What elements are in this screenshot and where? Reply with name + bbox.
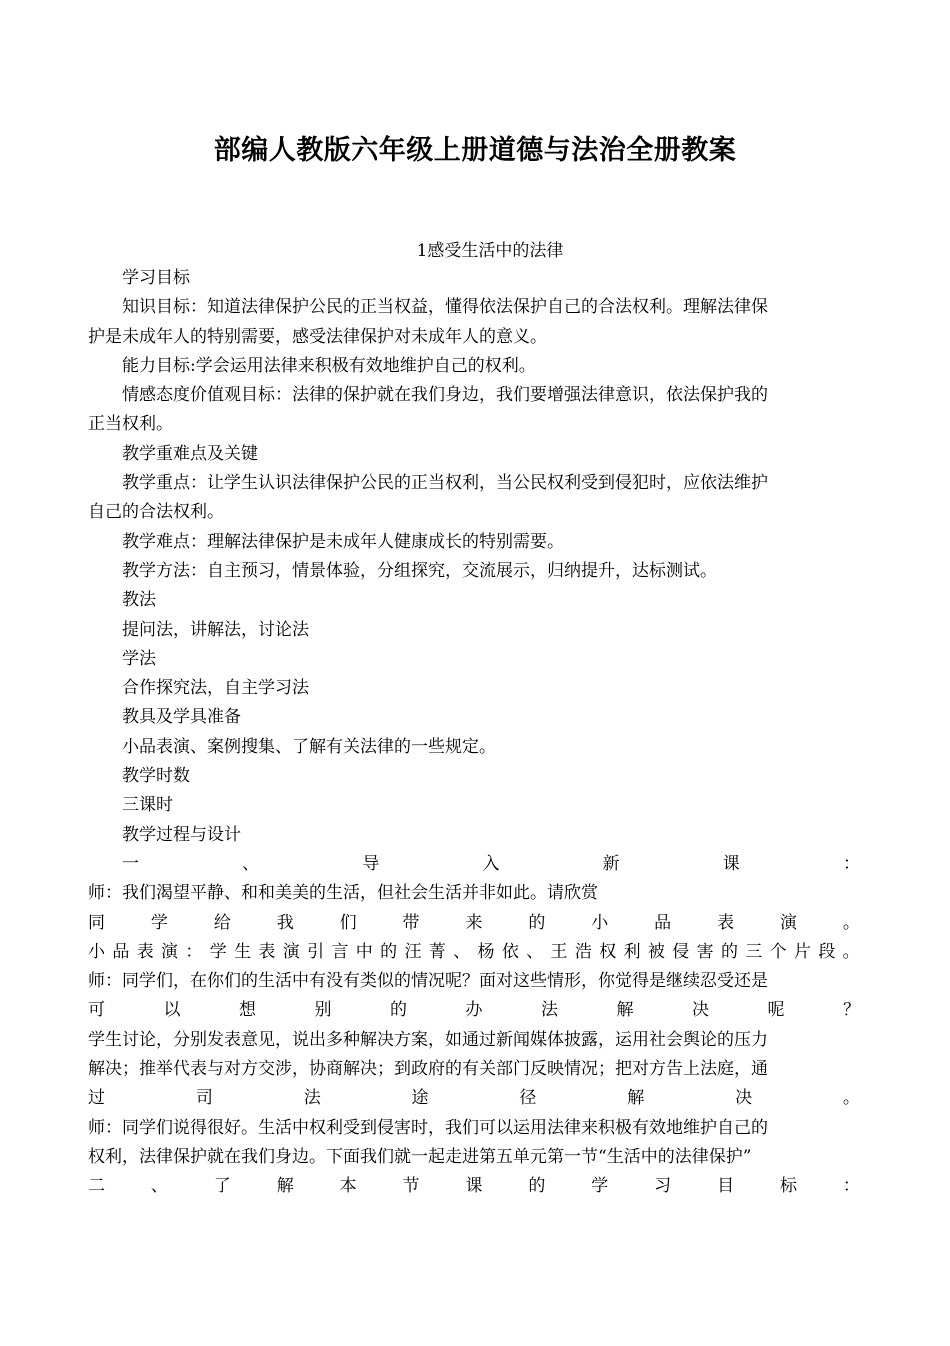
body-char: 想	[239, 1000, 256, 1021]
body-char: 、	[526, 941, 544, 962]
body-char: ：	[842, 1176, 860, 1197]
body-char: 习	[654, 1176, 672, 1197]
body-char: 品	[112, 941, 130, 962]
body-char: 菁	[428, 941, 446, 962]
body-char: 可	[88, 1000, 105, 1021]
body-char: 学	[591, 1176, 609, 1197]
body-char: 个	[769, 941, 787, 962]
body-char: 演	[282, 941, 300, 962]
body-char: 目	[717, 1176, 735, 1197]
body-char: 法	[303, 1088, 321, 1109]
body-char: 径	[519, 1088, 537, 1109]
body-char: 汪	[404, 941, 422, 962]
body-char: 本	[339, 1176, 357, 1197]
body-char: 杨	[477, 941, 495, 962]
body-char: ？	[843, 1000, 860, 1021]
body-char: 以	[163, 1000, 181, 1021]
body-char: 决	[692, 1000, 709, 1021]
body-char: 生	[234, 941, 252, 962]
body-line	[88, 996, 860, 1025]
body-line: 小品表演、案例搜集、了解有关法律的一些规定。	[122, 736, 496, 757]
body-char: 。	[842, 941, 860, 962]
body-char: 小	[591, 912, 609, 933]
body-char: 二	[88, 1176, 105, 1197]
body-char: 表	[136, 941, 154, 962]
body-char: 了	[213, 1176, 231, 1197]
body-char: 呢	[767, 1000, 785, 1021]
body-line: 教学重难点及关键	[122, 443, 258, 464]
body-char: ：	[185, 941, 203, 962]
body-char: 入	[482, 853, 500, 874]
body-char: 同	[88, 912, 105, 933]
body-char: 被	[647, 941, 665, 962]
body-line: 能力目标:学会运用法律来积极有效地维护自己的权利。	[122, 355, 536, 376]
body-line: 权利，法律保护就在我们身边。下面我们就一起走进第五单元第一节“生活中的法律保护”	[88, 1146, 752, 1167]
body-char: 的	[720, 941, 738, 962]
body-line: 教学难点：理解法律保护是未成年人健康成长的特别需要。	[122, 531, 564, 552]
body-line	[88, 850, 860, 879]
body-char: 给	[213, 912, 231, 933]
body-line: 教学过程与设计	[122, 824, 241, 845]
body-char: 的	[380, 941, 398, 962]
body-char: 。	[842, 912, 860, 933]
body-char: 言	[331, 941, 349, 962]
body-char: 学	[209, 941, 227, 962]
body-line: 学法	[122, 648, 156, 669]
body-line: 教学方法：自主预习，情景体验，分组探究，交流展示，归纳提升，达标测试。	[122, 560, 717, 581]
body-char: 节	[402, 1176, 420, 1197]
body-char: 们	[339, 912, 357, 933]
body-line: 师：我们渴望平静、和和美美的生活，但社会生活并非如此。请欣赏	[88, 883, 598, 904]
body-char: 法	[541, 1000, 558, 1021]
body-char: 解	[616, 1000, 634, 1021]
body-char: 解	[627, 1088, 645, 1109]
body-char: 引	[307, 941, 325, 962]
body-char: 利	[623, 941, 641, 962]
body-char: 新	[602, 853, 620, 874]
body-char: 途	[411, 1088, 429, 1109]
body-char: 的	[528, 912, 546, 933]
body-char: 中	[355, 941, 373, 962]
body-char: 办	[465, 1000, 483, 1021]
body-line	[88, 1172, 860, 1201]
body-line: 教具及学具准备	[122, 707, 241, 728]
body-line: 三课时	[122, 795, 173, 816]
body-char: 课	[722, 853, 740, 874]
body-char: 一	[122, 853, 139, 874]
body-line: 知识目标：知道法律保护公民的正当权益，懂得依法保护自己的合法权利。理解法律保	[122, 297, 768, 318]
body-line	[88, 1084, 860, 1113]
body-char: 标	[779, 1176, 797, 1197]
body-line: 解决；推举代表与对方交涉，协商解决；到政府的有关部门反映情况；把对方告上法庭，通	[88, 1059, 768, 1080]
body-char: 学	[150, 912, 168, 933]
body-char: 王	[550, 941, 568, 962]
body-char: 、	[453, 941, 471, 962]
body-char: 、	[242, 853, 260, 874]
body-char: 三	[745, 941, 763, 962]
body-line: 合作探究法，自主学习法	[122, 678, 309, 699]
body-char: 演	[161, 941, 179, 962]
body-char: 片	[793, 941, 811, 962]
body-char: 品	[654, 912, 672, 933]
body-line: 学习目标	[122, 268, 190, 288]
body-char: 害	[696, 941, 714, 962]
body-char: 权	[599, 941, 617, 962]
body-char: 课	[465, 1176, 483, 1197]
body-line	[88, 909, 860, 938]
body-line: 师：同学们说得很好。生活中权利受到侵害时，我们可以运用法律来积极有效地维护自己的	[88, 1117, 768, 1138]
body-char: 演	[779, 912, 797, 933]
body-char: 司	[195, 1088, 213, 1109]
body-line: 教学时数	[122, 766, 190, 787]
body-line: 教法	[122, 590, 156, 611]
body-char: 导	[362, 853, 380, 874]
body-line: 教学重点：让学生认识法律保护公民的正当权利，当公民权利受到侵犯时，应依法维护	[122, 473, 768, 494]
body-line: 学生讨论，分别发表意见，说出多种解决方案，如通过新闻媒体披露，运用社会舆论的压力	[88, 1029, 768, 1050]
body-line: 情感态度价值观目标：法律的保护就在我们身边，我们要增强法律意识，依法保护我的	[122, 385, 768, 406]
body-char: 表	[717, 912, 735, 933]
body-char: 小	[88, 941, 105, 962]
body-char: 过	[88, 1088, 105, 1109]
body-char: 段	[818, 941, 836, 962]
body-line: 自己的合法权利。	[88, 502, 224, 523]
document-title: 部编人教版六年级上册道德与法治全册教案	[213, 135, 737, 166]
body-char: 解	[276, 1176, 294, 1197]
body-line: 师：同学们，在你们的生活中有没有类似的情况呢？面对这些情形，你觉得是继续忍受还是	[88, 971, 768, 992]
body-char: 来	[465, 912, 483, 933]
lesson-title: 1感受生活中的法律	[416, 241, 564, 261]
body-char: 浩	[574, 941, 592, 962]
body-char: 侵	[672, 941, 690, 962]
document-body	[88, 264, 860, 1202]
body-char: ：	[842, 853, 860, 874]
body-char: 。	[842, 1088, 860, 1109]
body-char: 、	[150, 1176, 168, 1197]
body-char: 我	[276, 912, 294, 933]
body-char: 表	[258, 941, 276, 962]
body-char: 依	[501, 941, 519, 962]
body-line: 提问法，讲解法，讨论法	[122, 619, 309, 640]
body-char: 决	[735, 1088, 753, 1109]
body-char: 的	[528, 1176, 546, 1197]
body-line: 正当权利。	[88, 414, 173, 435]
body-line	[88, 938, 860, 967]
body-char: 带	[402, 912, 420, 933]
body-line: 护是未成年人的特别需要，感受法律保护对未成年人的意义。	[88, 326, 547, 347]
body-char: 别	[314, 1000, 332, 1021]
body-char: 的	[390, 1000, 407, 1021]
